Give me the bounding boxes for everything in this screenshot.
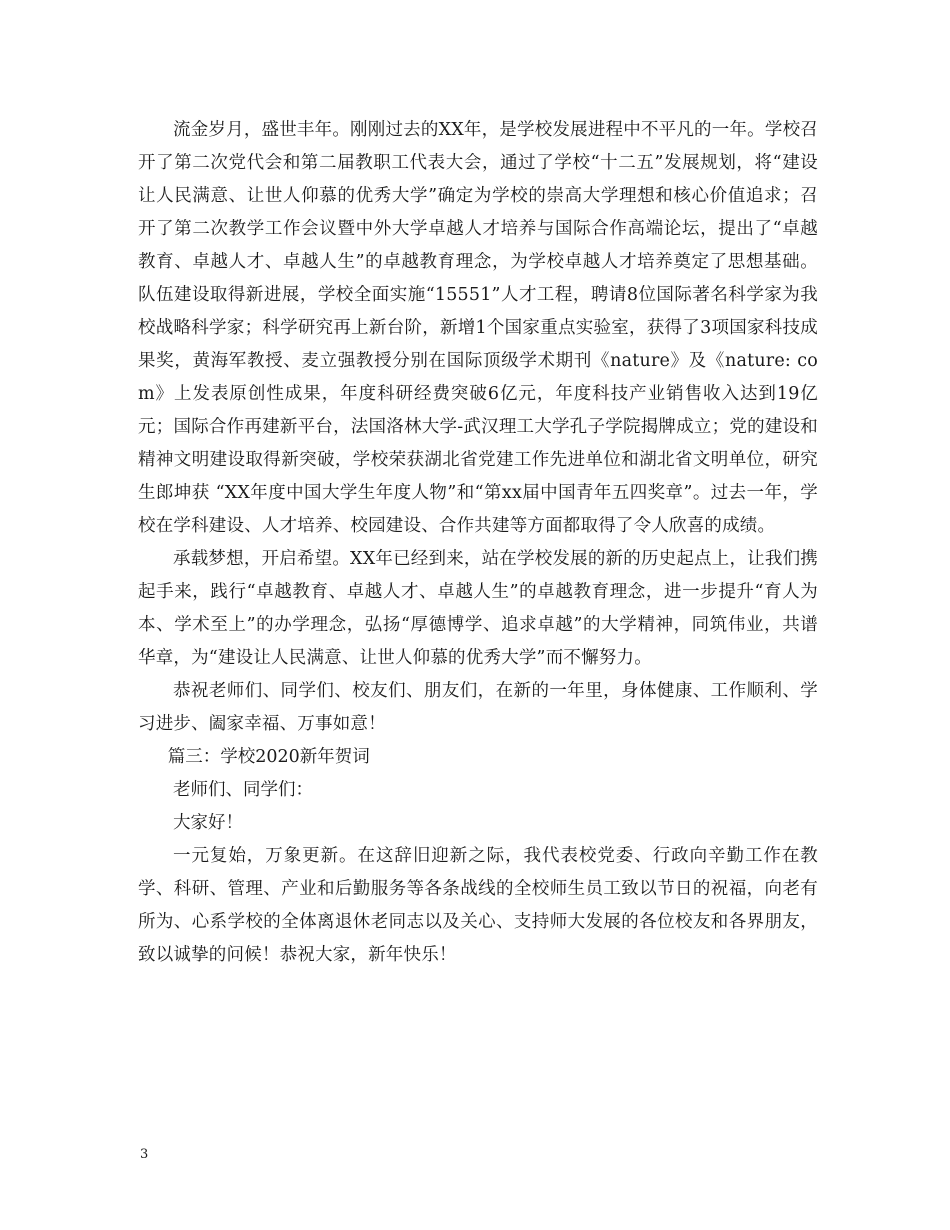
paragraph-new-year: 一元复始，万象更新。在这辞旧迎新之际，我代表校党委、行政向辛勤工作在教学、科研、管理、产业和后勤服务等各条战线的全校师生员工致以节日的祝福，向老有所为、心系学校的全体离退休老同志以及关心、支持师大发展的各位校友和各界朋友，致以诚挚的问候！恭祝大家，新年快乐！ bbox=[138, 846, 818, 965]
page-number: 3 bbox=[140, 1147, 149, 1162]
paragraph-wishes: 恭祝老师们、同学们、校友们、朋友们，在新的一年里，身体健康、工作顺利、学习进步、阖家幸福、万事如意！ bbox=[138, 681, 818, 734]
document-body bbox=[138, 114, 818, 972]
paragraph-outlook: 承载梦想，开启希望。XX年已经到来，站在学校发展的新的历史起点上，让我们携起手来，践行“卓越教育、卓越人才、卓越人生”的卓越教育理念，进一步提升“育人为本、学术至上”的办学理念，弘扬“厚德博学、追求卓越”的大学精神，同筑伟业，共谱华章，为“建设让人民满意、让世人仰慕的优秀大学”而不懈努力。 bbox=[138, 549, 818, 668]
section-heading: 篇三：学校2020新年贺词 bbox=[167, 747, 370, 767]
salutation: 老师们、同学们： bbox=[173, 780, 313, 800]
paragraph-review: 流金岁月，盛世丰年。刚刚过去的XX年，是学校发展进程中不平凡的一年。学校召开了第二次党代会和第二届教职工代表大会，通过了学校“十二五”发展规划，将“建设让人民满意、让世人仰慕的优秀大学”确定为学校的崇高大学理想和核心价值追求；召开了第二次教学工作会议暨中外大学卓越人才培养与国际合作高端论坛，提出了“卓越教育、卓越人才、卓越人生”的卓越教育理念，为学校卓越人才培养奠定了思想基础。队伍建设取得新进展，学校全面实施“15551”人才工程，聘请8位国际著名科学家为我校战略科学家；科学研究再上新台阶，新增1个国家重点实验室，获得了3项国家科技成果奖，黄海军教授、麦立强教授分别在国际顶级学术期刊《nature》及《nature: com》上发表原创性成果，年度科研经费突破6亿元，年度科技产业销售收入达到19亿元；国际合作再建新平台，法国洛林大学-武汉理工大学孔子学院揭牌成立；党的建设和精神文明建设取得新突破，学校荣获湖北省党建工作先进单位和湖北省文明单位，研究生郎坤获 “XX年度中国大学生年度人物”和“第xx届中国青年五四奖章”。过去一年，学校在学科建设、人才培养、校园建设、合作共建等方面都取得了令人欣喜的成绩。 bbox=[138, 120, 818, 536]
greeting: 大家好！ bbox=[173, 813, 243, 833]
